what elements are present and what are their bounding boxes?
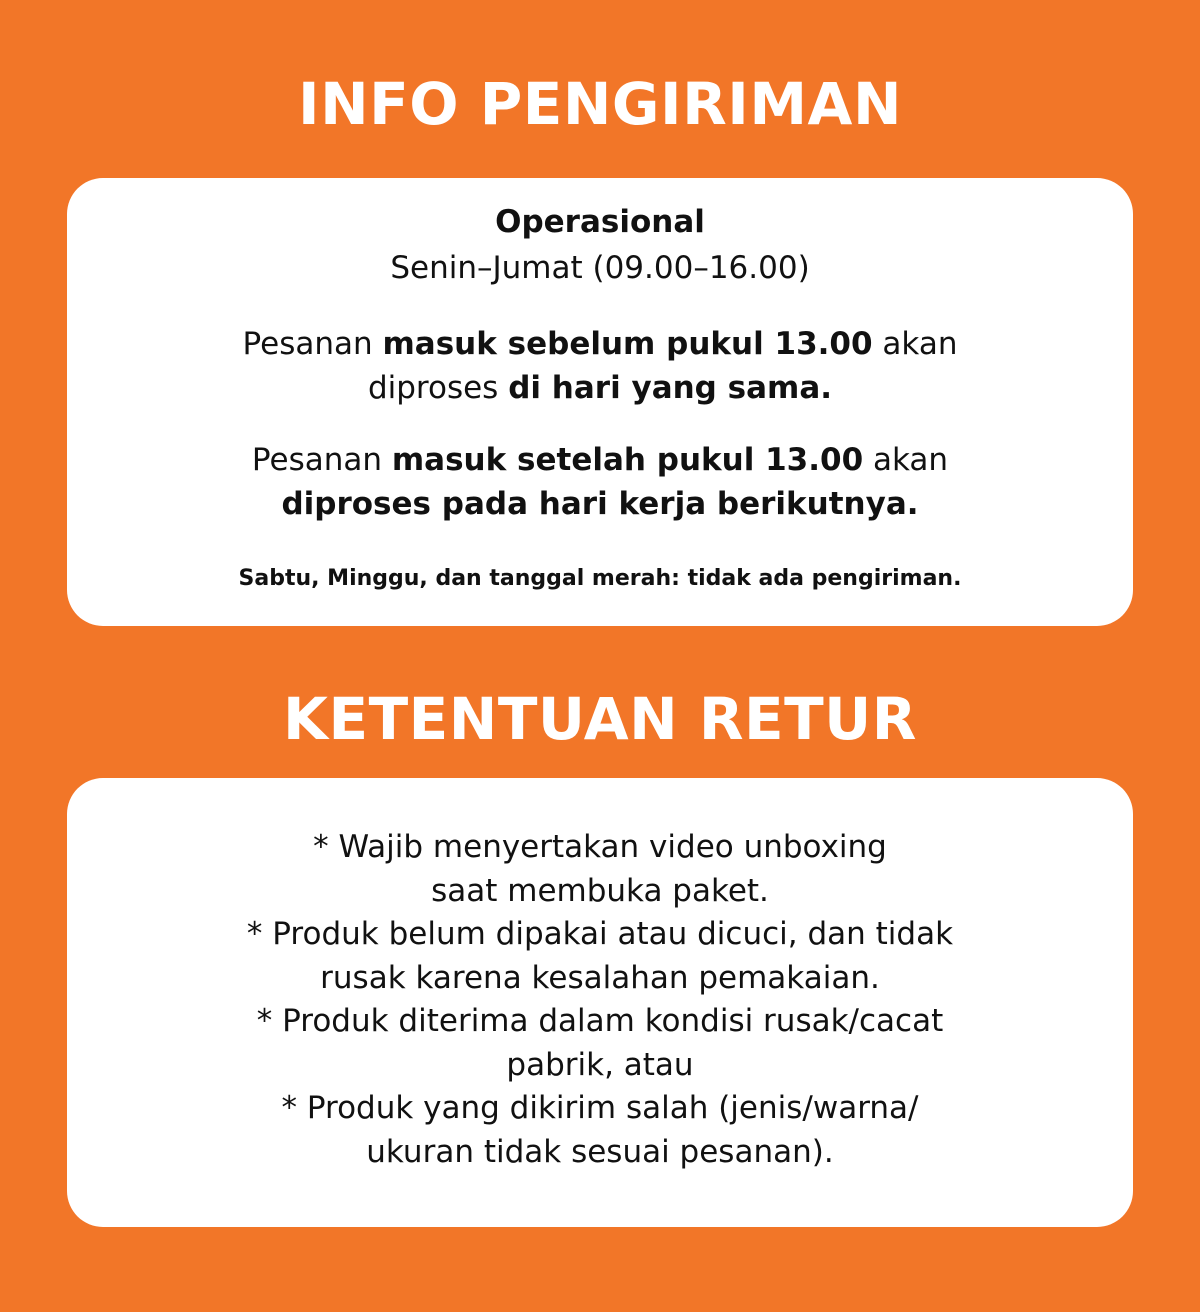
before-cutoff-mid: akan: [872, 326, 958, 362]
before-cutoff-paragraph: [67, 322, 1133, 410]
list-item: [67, 913, 1133, 1000]
return-policy-title: KETENTUAN RETUR: [283, 685, 917, 753]
return-policy-card: [67, 778, 1133, 1227]
after-cutoff-line-2: [67, 482, 1133, 526]
shipping-info-title: INFO PENGIRIMAN: [298, 70, 902, 138]
before-cutoff-line-2: [67, 366, 1133, 410]
before-cutoff-line-1: [67, 322, 1133, 366]
list-item-line-2: rusak karena kesalahan pemakaian.: [320, 959, 880, 996]
before-cutoff-bold-time: masuk sebelum pukul 13.00: [382, 326, 873, 362]
list-item: [67, 1087, 1133, 1174]
after-cutoff-paragraph: [67, 438, 1133, 526]
before-cutoff-prefix: Pesanan: [242, 326, 383, 362]
list-item-line-1: * Produk belum dipakai atau dicuci, dan tidak: [246, 916, 954, 952]
return-conditions-list: [67, 826, 1133, 1174]
after-cutoff-bold-time: masuk setelah pukul 13.00: [391, 442, 864, 478]
list-item-line-1: * Produk diterima dalam kondisi rusak/cacat: [256, 1003, 944, 1039]
after-cutoff-mid: akan: [863, 442, 949, 478]
list-item: [67, 1000, 1133, 1087]
list-item-line-2: ukuran tidak sesuai pesanan).: [366, 1133, 834, 1170]
after-cutoff-line-1: [67, 438, 1133, 482]
after-cutoff-bold-next-day: diproses pada hari kerja berikutnya.: [281, 486, 919, 522]
list-item-line-1: * Produk yang dikirim salah (jenis/warna/: [281, 1090, 919, 1126]
list-item-line-1: * Wajib menyertakan video unboxing: [313, 829, 887, 865]
list-item: [67, 826, 1133, 913]
before-cutoff-bold-same-day: di hari yang sama.: [508, 370, 833, 406]
after-cutoff-prefix: Pesanan: [251, 442, 392, 478]
operational-hours: Senin–Jumat (09.00–16.00): [390, 250, 810, 286]
operational-heading: Operasional: [495, 204, 705, 240]
shipping-info-card: [67, 178, 1133, 626]
list-item-line-2: saat membuka paket.: [431, 872, 769, 909]
before-cutoff-line2-prefix: diproses: [367, 370, 509, 406]
list-item-line-2: pabrik, atau: [506, 1046, 694, 1083]
no-shipping-note: Sabtu, Minggu, dan tanggal merah: tidak ada pengiriman.: [238, 566, 962, 591]
